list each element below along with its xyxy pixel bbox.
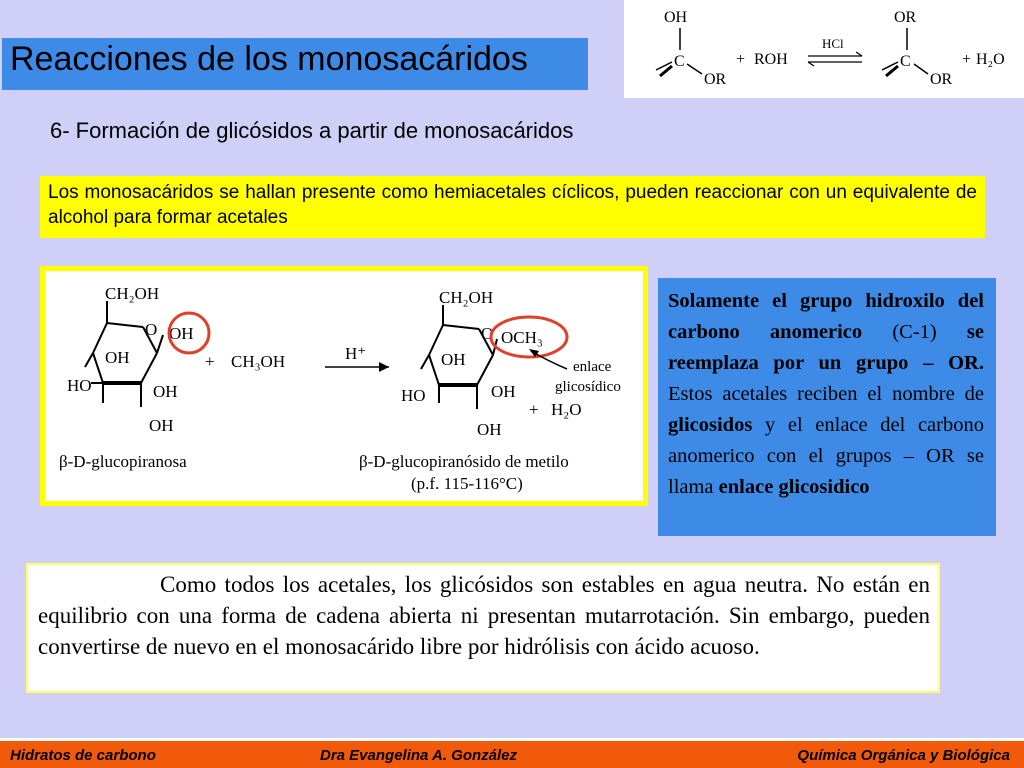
methanol: CH₃OH: [231, 352, 286, 371]
bond-label-line2: glicosídico: [555, 379, 621, 395]
product-ho: HO: [401, 386, 426, 405]
section-subtitle: 6- Formación de glicósidos a partir de monosacáridos: [50, 118, 574, 143]
explanation-text-3: y el enlace del carbono anomerico con el grupos – OR se llama: [668, 414, 984, 498]
explanation-text-1: (C-1): [862, 321, 967, 343]
explanation-box: [658, 278, 996, 536]
textbook-note: [26, 563, 940, 693]
reactant-oh-c3: OH: [153, 382, 178, 401]
eq-reagent: ROH: [754, 51, 788, 68]
acetal-reaction-equation: [624, 0, 1024, 98]
product-ch2oh: CH₂OH: [439, 288, 494, 307]
water: H₂O: [551, 400, 582, 419]
eq-plus-2: +: [962, 51, 972, 68]
footer-bar: [0, 738, 1024, 768]
eq-reactant-or: OR: [704, 71, 727, 88]
bond-label-line1: enlace: [573, 359, 612, 375]
scheme-plus-1: +: [205, 352, 215, 371]
reactant-oh-bottom: OH: [149, 416, 174, 435]
eq-product-carbon: C: [900, 53, 911, 70]
product-name: β-D-glucopiranósido de metilo: [359, 452, 569, 471]
explanation-bold-3: glicosidos: [668, 414, 753, 436]
scheme-catalyst: H⁺: [345, 344, 367, 363]
eq-product-top: OR: [894, 9, 917, 26]
note-text: Como todos los acetales, los glicósidos son estables en agua neutra. No están en equilibrio con una forma de cadena abierta ni presentan mutarrotación. Sin embargo, pueden convertirse de nuevo en el monosacárido libre por hidrólisis con ácido acuoso.: [38, 572, 930, 659]
title-banner: [2, 38, 588, 90]
eq-product-or: OR: [930, 71, 953, 88]
product-oh-c3: OH: [491, 382, 516, 401]
eq-reactant-carbon: C: [674, 53, 685, 70]
page-title: Reacciones de los monosacáridos: [10, 40, 528, 78]
explanation-text-2: Estos acetales reciben el nombre de: [668, 383, 984, 405]
melting-point: (p.f. 115-116°C): [411, 474, 523, 493]
eq-catalyst: HCl: [822, 36, 844, 51]
product-oh-c2: OH: [441, 350, 466, 369]
explanation-bold-1: Solamente el grupo hidroxilo del carbono anomerico: [668, 290, 984, 343]
reactant-ring-o: O: [145, 320, 158, 339]
reactant-ho: HO: [67, 376, 92, 395]
footer-left: Hidratos de carbono: [10, 747, 156, 764]
scheme-plus-2: +: [529, 400, 539, 419]
footer-right: Química Orgánica y Biológica: [797, 747, 1010, 764]
glycoside-scheme: [40, 266, 648, 506]
product-och3: OCH₃: [501, 328, 543, 347]
reactant-anomeric-oh: OH: [169, 324, 194, 343]
product-oh-bottom: OH: [477, 420, 502, 439]
reactant-name: β-D-glucopiranosa: [59, 452, 187, 471]
eq-plus-1: +: [736, 51, 746, 68]
reactant-ch2oh: CH₂OH: [105, 284, 160, 303]
footer-author: Dra Evangelina A. González: [320, 747, 517, 764]
explanation-bold-2: se reemplaza por un grupo – OR.: [668, 321, 984, 374]
eq-byproduct: H₂O: [976, 51, 1005, 68]
reactant-oh-c2: OH: [105, 348, 130, 367]
eq-reactant-top: OH: [664, 9, 688, 26]
explanation-bold-4: enlace glicosidico: [718, 476, 870, 498]
intro-text: Los monosacáridos se hallan presente como hemiacetales cíclicos, pueden reaccionar con un equivalente de alcohol para formar acetales: [40, 176, 985, 238]
product-ring-o: O: [481, 324, 494, 343]
